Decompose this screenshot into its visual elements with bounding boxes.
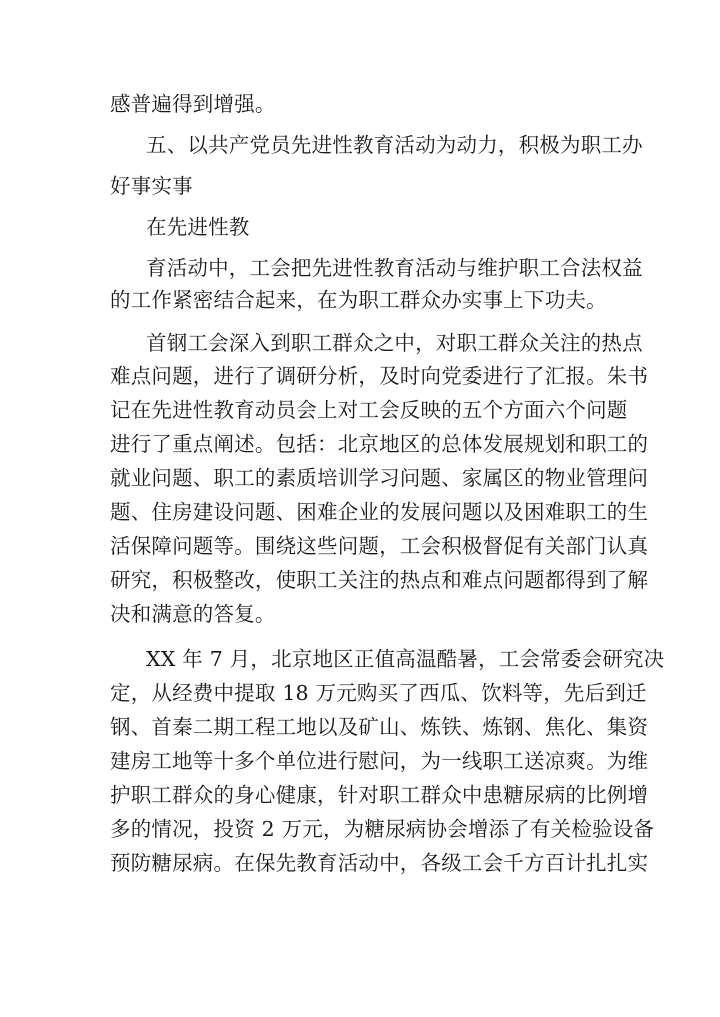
- section-heading-line: 五、以共产党员先进性教育活动为动力，积极为职工办: [146, 133, 643, 157]
- section-heading-line: 好事实事: [110, 174, 193, 198]
- text-line: 护职工群众的身心健康，针对职工群众中患糖尿病的比例增: [110, 783, 649, 807]
- text-line: 多的情况，投资 2 万元，为糖尿病协会增添了有关检验设备: [110, 817, 655, 841]
- text-line: 感普遍得到增强。: [110, 92, 276, 116]
- text-line: 育活动中，工会把先进性教育活动与维护职工合法权益: [146, 256, 643, 280]
- text-line: 研究，积极整改，使职工关注的热点和难点问题都得到了解: [110, 568, 649, 592]
- text-line: 决和满意的答复。: [110, 602, 276, 626]
- text-line: 钢、首秦二期工程工地以及矿山、炼铁、炼钢、焦化、集资: [110, 715, 649, 739]
- text-line: 预防糖尿病。在保先教育活动中，各级工会千方百计扎扎实: [110, 851, 649, 875]
- text-line: 题、住房建设问题、困难企业的发展问题以及困难职工的生: [110, 500, 649, 524]
- text-line: 首钢工会深入到职工群众之中，对职工群众关注的热点: [146, 331, 643, 355]
- text-line: 就业问题、职工的素质培训学习问题、家属区的物业管理问: [110, 466, 649, 490]
- text-line: 记在先进性教育动员会上对工会反映的五个方面六个问题: [110, 398, 628, 422]
- text-line: 在先进性教: [146, 215, 250, 239]
- text-line: 建房工地等十多个单位进行慰问，为一线职工送凉爽。为维: [110, 749, 649, 773]
- text-line: 的工作紧密结合起来，在为职工群众办实事上下功夫。: [110, 288, 607, 312]
- text-line: XX 年 7 月，北京地区正值高温酷暑，工会常委会研究决: [146, 647, 665, 671]
- text-line: 定，从经费中提取 18 万元购买了西瓜、饮料等，先后到迁: [110, 681, 647, 705]
- text-line: 难点问题，进行了调研分析，及时向党委进行了汇报。朱书: [110, 364, 649, 388]
- text-line: 进行了重点阐述。包括：北京地区的总体发展规划和职工的: [110, 432, 649, 456]
- text-line: 活保障问题等。围绕这些问题，工会积极督促有关部门认真: [110, 534, 649, 558]
